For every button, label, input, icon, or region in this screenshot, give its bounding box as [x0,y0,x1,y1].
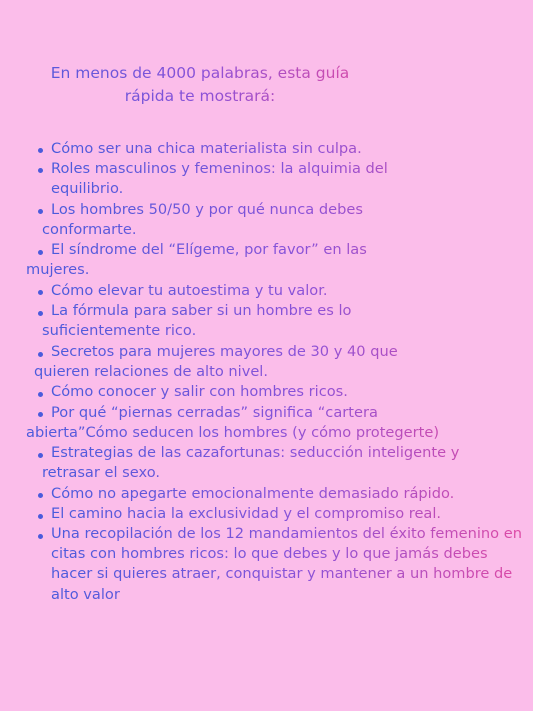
bullet-icon [38,534,43,539]
bullet-icon [38,352,43,357]
bullet-icon [38,514,43,519]
list-line: Cómo no apegarte emocionalmente demasiado rápido. [51,484,533,504]
list-line: Cómo ser una chica materialista sin culpa. [51,139,533,159]
bullet-icon [38,148,43,153]
bullet-icon [38,412,43,417]
bullet-icon [38,209,43,214]
bullet-icon [38,392,43,397]
list-line: Por qué “piernas cerradas” significa “cartera [51,403,533,423]
list-line: El camino hacia la exclusividad y el compromiso real. [51,504,533,524]
list-line: Estrategias de las cazafortunas: seducción inteligente y [51,443,533,463]
bullet-icon [38,311,43,316]
list-line: abierta”Cómo seducen los hombres (y cómo protegerte) [26,423,526,443]
bullet-icon [38,453,43,458]
list-line: Cómo elevar tu autoestima y tu valor. [51,281,533,301]
list-line: La fórmula para saber si un hombre es lo [51,301,533,321]
intro-line-2: rápida te mostrará: [0,85,400,108]
bullet-icon [38,250,43,255]
intro-text [0,62,400,108]
list-line: citas con hombres ricos: lo que debes y lo que jamás debes [51,544,533,564]
list-line: Cómo conocer y salir con hombres ricos. [51,382,533,402]
bullet-icon [38,290,43,295]
list-line: alto valor [51,585,533,605]
list-line: hacer si quieres atraer, conquistar y mantener a un hombre de [51,564,533,584]
list-line: Una recopilación de los 12 mandamientos del éxito femenino en [51,524,533,544]
intro-line-1: En menos de 4000 palabras, esta guía [0,62,400,85]
list-line: suficientemente rico. [42,321,533,341]
list-line: El síndrome del “Elígeme, por favor” en las [51,240,533,260]
bullet-icon [38,168,43,173]
list-line: Los hombres 50/50 y por qué nunca debes [51,200,533,220]
list-line: conformarte. [42,220,533,240]
list-line: mujeres. [26,260,526,280]
list-line: Roles masculinos y femeninos: la alquimia del [51,159,533,179]
list-line: Secretos para mujeres mayores de 30 y 40 que [51,342,533,362]
list-line: retrasar el sexo. [42,463,533,483]
list-line: equilibrio. [51,179,533,199]
bullet-icon [38,493,43,498]
list-line: quieren relaciones de alto nivel. [34,362,533,382]
